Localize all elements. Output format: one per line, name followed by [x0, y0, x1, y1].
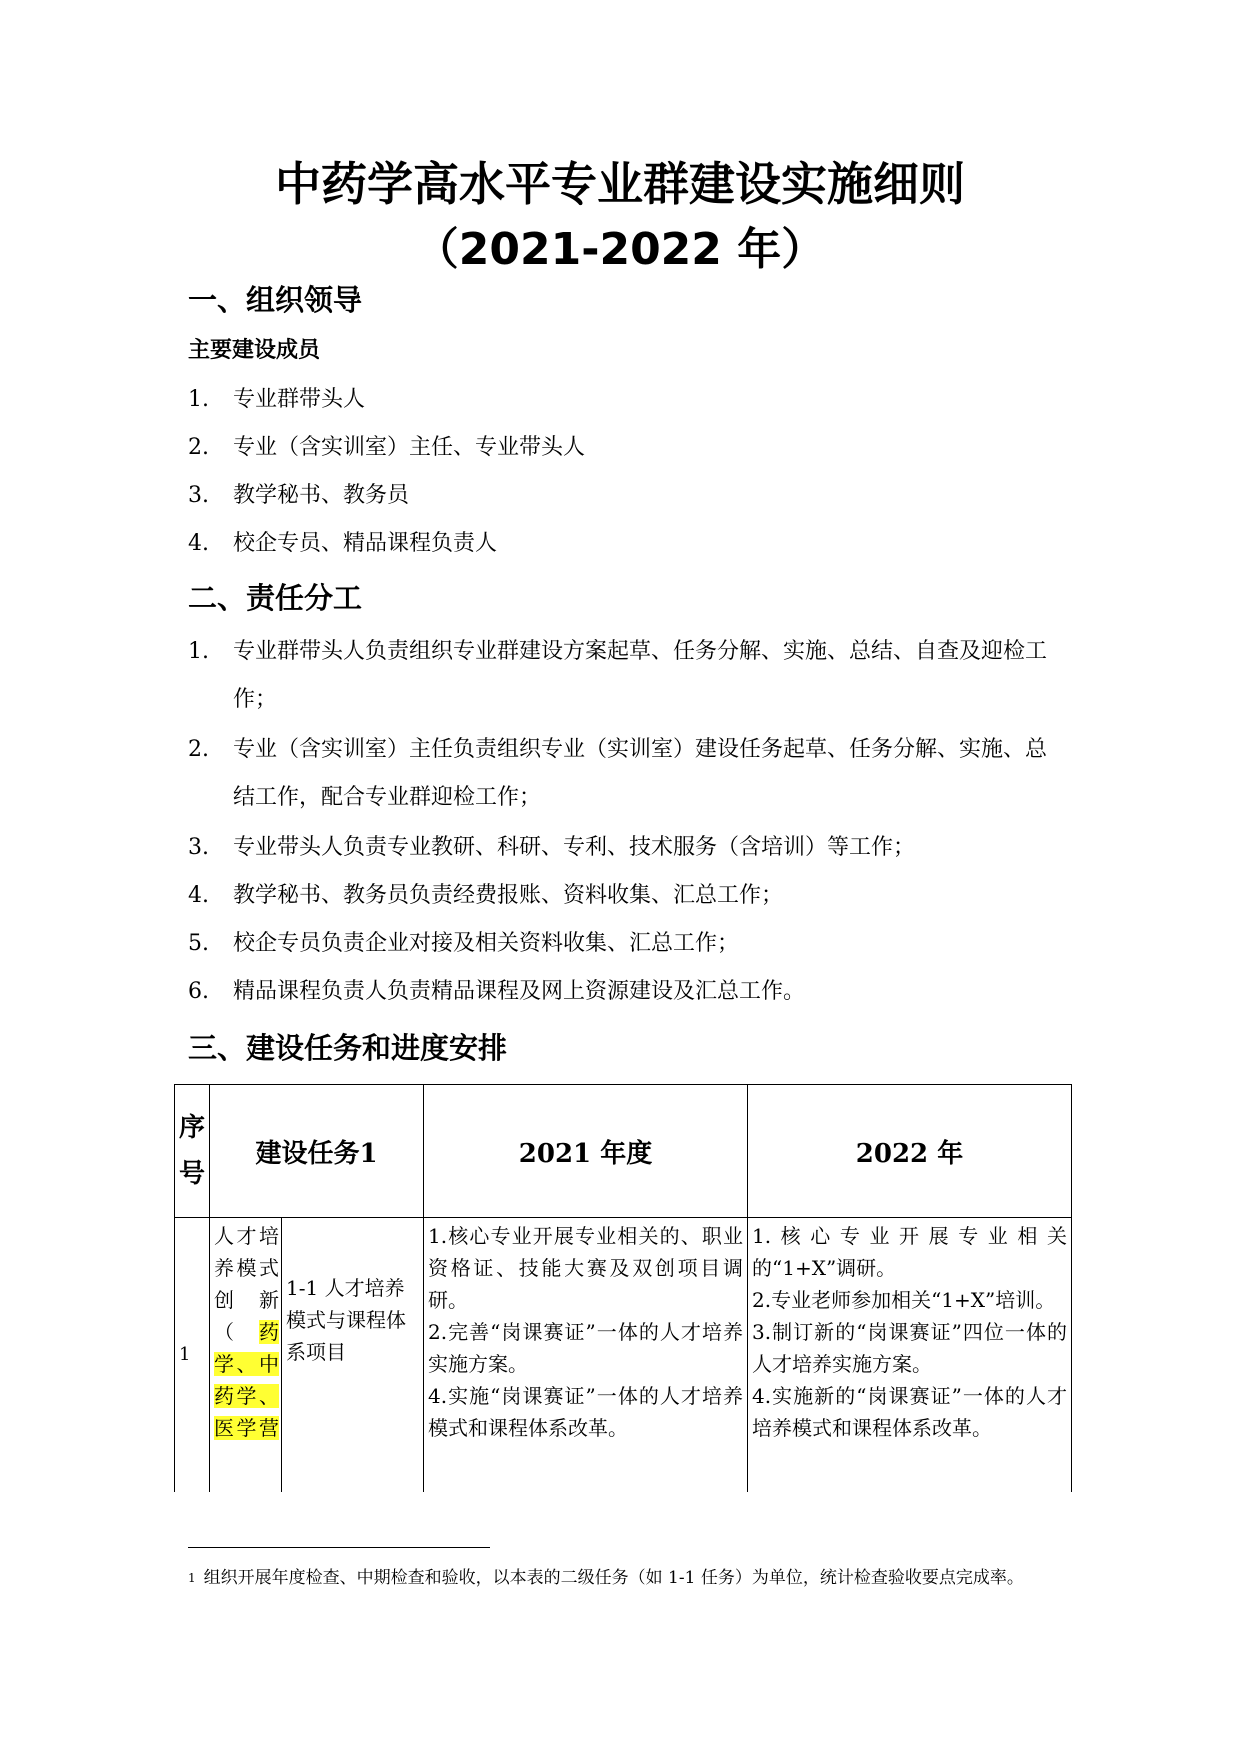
list-item [188, 472, 1068, 520]
list-item-number: 2. [188, 435, 209, 460]
list-item-number: 4. [188, 883, 209, 908]
row-2021-plan [424, 1218, 748, 1493]
list-item [188, 872, 1068, 920]
tasks-table [174, 1084, 1072, 1492]
list-item-text: 校企专员负责企业对接及相关资料收集、汇总工作； [233, 931, 740, 956]
footnote-text: 组织开展年度检查、中期检查和验收，以本表的二级任务（如 1-1 任务）为单位，统计检查验收要点完成率。 [203, 1568, 1024, 1588]
footnote-separator [188, 1547, 490, 1548]
category-text: 人才培养模式创新（ [214, 1224, 279, 1344]
plan-item: 1.核心专业开展专业相关的、职业资格证、技能大赛及双创项目调研。 [428, 1224, 743, 1312]
list-item [188, 376, 1068, 424]
list-item-number: 3. [188, 835, 209, 860]
footnote-mark: 1 [188, 1571, 196, 1585]
header-2022: 2022 年 [748, 1085, 1072, 1218]
plan-item: 2.专业老师参加相关“1+X”培训。 [752, 1288, 1056, 1312]
plan-item: 4.实施新的“岗课赛证”一体的人才培养模式和课程体系改革。 [752, 1384, 1067, 1440]
list-item [188, 824, 1068, 872]
row-2022-plan [748, 1218, 1072, 1493]
list-item-number: 2. [188, 737, 209, 762]
list-item [188, 968, 1068, 1016]
list-item-number: 6. [188, 979, 209, 1004]
category-highlighted-text: 药学、中药学、医学营 [214, 1320, 279, 1440]
list-item-text: 校企专员、精品课程负责人 [233, 531, 498, 556]
section-heading-organization: 一、组织领导 [188, 283, 363, 317]
row-seq: 1 [175, 1218, 210, 1493]
subheading-members: 主要建设成员 [188, 338, 321, 363]
section-heading-tasks-schedule: 三、建设任务和进度安排 [188, 1031, 508, 1065]
plan-item: 3.制订新的“岗课赛证”四位一体的人才培养实施方案。 [752, 1320, 1067, 1376]
table-header-row [175, 1085, 1072, 1218]
list-item-text: 专业（含实训室）主任负责组织专业（实训室）建设任务起草、任务分解、实施、总结工作，配合专业群迎检工作； [233, 737, 1048, 810]
list-item-number: 3. [188, 483, 209, 508]
row-category [210, 1218, 282, 1493]
list-item [188, 628, 1068, 724]
header-seq: 序号 [175, 1085, 210, 1218]
document-subtitle-years: （2021-2022 年） [414, 224, 826, 275]
list-item [188, 424, 1068, 472]
list-item-number: 5. [188, 931, 209, 956]
list-item-text: 教学秘书、教务员负责经费报账、资料收集、汇总工作； [233, 883, 784, 908]
header-task: 建设任务1 [210, 1085, 424, 1218]
plan-item: 4.实施“岗课赛证”一体的人才培养模式和课程体系改革。 [428, 1384, 743, 1440]
document-title: 中药学高水平专业群建设实施细则 [275, 157, 965, 211]
list-item [188, 726, 1068, 822]
plan-item: 1.核心专业开展专业相关的“1+X”调研。 [752, 1224, 1067, 1280]
list-item [188, 520, 1068, 568]
list-item-text: 专业群带头人负责组织专业群建设方案起草、任务分解、实施、总结、自查及迎检工作； [233, 639, 1048, 712]
list-item-number: 1. [188, 639, 209, 664]
list-item-number: 4. [188, 531, 209, 556]
header-2021: 2021 年度 [424, 1085, 748, 1218]
list-item [188, 920, 1068, 968]
list-item-text: 精品课程负责人负责精品课程及网上资源建设及汇总工作。 [233, 979, 806, 1004]
row-subtask: 1-1 人才培养模式与课程体系项目 [282, 1218, 424, 1493]
table-row [175, 1218, 1072, 1493]
list-item-text: 专业群带头人 [233, 387, 366, 412]
list-item-text: 教学秘书、教务员 [233, 483, 410, 508]
footnote [188, 1564, 1058, 1592]
plan-item: 2.完善“岗课赛证”一体的人才培养实施方案。 [428, 1320, 743, 1376]
section-heading-responsibilities: 二、责任分工 [188, 581, 363, 615]
list-item-text: 专业带头人负责专业教研、科研、专利、技术服务（含培训）等工作； [233, 835, 916, 860]
list-item-text: 专业（含实训室）主任、专业带头人 [233, 435, 586, 460]
list-item-number: 1. [188, 387, 209, 412]
